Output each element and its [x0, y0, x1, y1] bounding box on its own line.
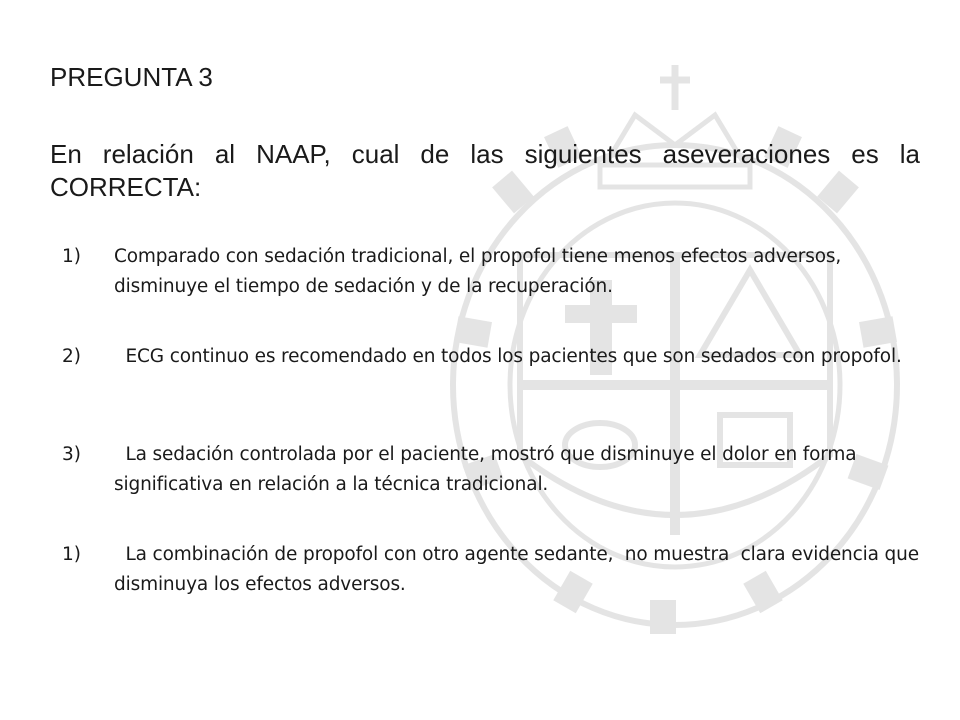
- option-text: Comparado con sedación tradicional, el propofol tiene menos efectos adversos, disminuye el tiempo de sedación y de la recuperación.: [114, 246, 842, 297]
- answer-option-1[interactable]: [62, 242, 922, 302]
- option-text: La combinación de propofol con otro agente sedante, no muestra clara evidencia que disminuya los efectos adversos.: [114, 544, 937, 595]
- option-number: 3): [62, 444, 81, 465]
- answer-option-3[interactable]: [62, 440, 922, 500]
- answer-option-2[interactable]: [62, 342, 922, 372]
- option-text: ECG continuo es recomendado en todos los pacientes que son sedados con propofol.: [114, 346, 902, 367]
- option-number: 1): [62, 246, 81, 267]
- question-text: En relación al NAAP, cual de las siguientes aseveraciones es la CORRECTA:: [50, 139, 920, 202]
- option-text: La sedación controlada por el paciente, mostró que disminuye el dolor en forma significativa en relación a la técnica tradicional.: [114, 444, 863, 495]
- slide-title: PREGUNTA 3: [50, 62, 213, 92]
- option-number: 2): [62, 346, 81, 367]
- option-number: 1): [62, 544, 81, 565]
- answer-option-4[interactable]: [62, 540, 937, 600]
